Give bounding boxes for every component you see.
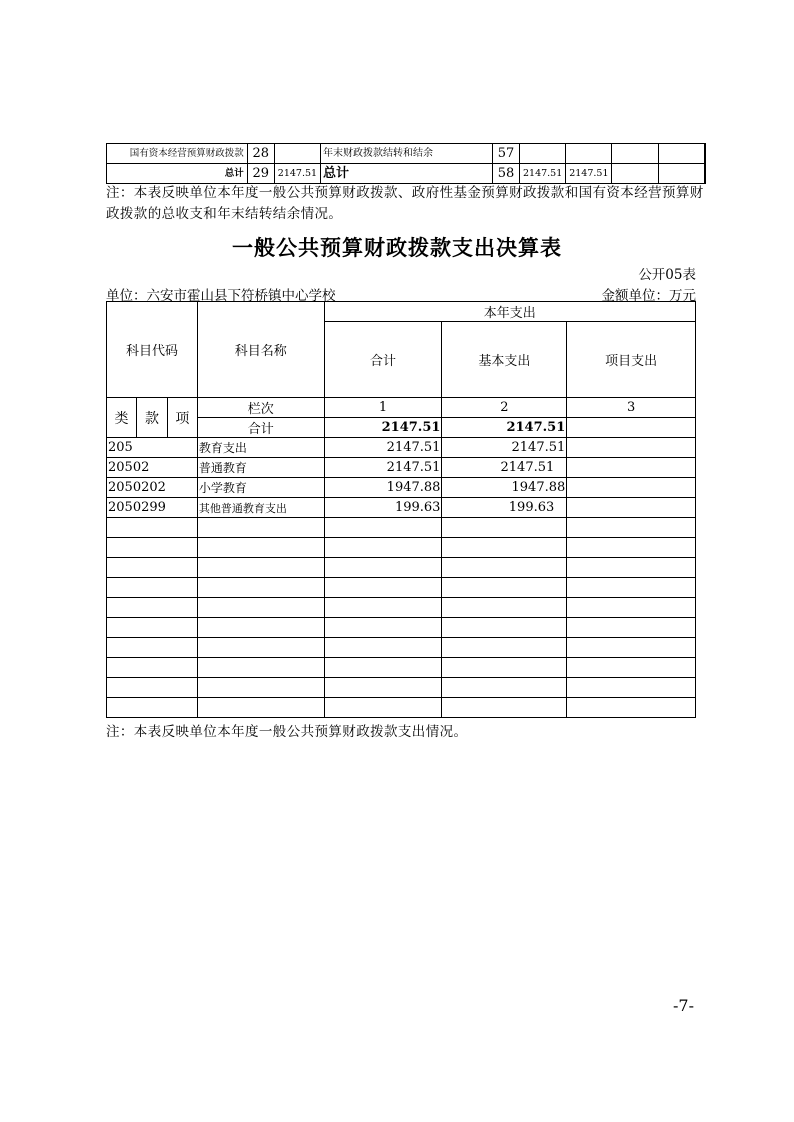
subject-name: 小学教育 [197,478,324,498]
total-amount: 2147.51 [324,458,442,478]
page-number: -7- [673,996,694,1015]
header-name: 科目名称 [197,302,324,398]
basic-amount: 2147.51 [442,438,567,458]
table-row [107,498,696,518]
table-cell [566,144,612,164]
header-kuan: 款 [136,398,167,438]
subject-name: 其他普通教育支出 [197,498,324,518]
reporting-unit: 单位：六安市霍山县下符桥镇中心学校 [106,288,336,304]
table-cell: 2147.51 [566,164,612,184]
table-cell: 57 [492,144,519,164]
header-current-year: 本年支出 [324,302,695,322]
table-row [107,478,696,498]
page-title: 一般公共预算财政拨款支出决算表 [232,236,562,260]
column-number: 3 [567,398,696,418]
header-total: 合计 [324,322,442,398]
amount-unit: 金额单位：万元 [601,288,696,304]
empty-row [107,678,696,698]
basic-amount: 2147.51 [442,458,567,478]
subject-code: 20502 [107,458,198,478]
table-cell: 2147.51 [274,164,320,184]
expenditure-table [106,301,696,718]
subject-code: 205 [107,438,198,458]
column-number-row [107,398,696,418]
table-header-row [107,302,696,322]
table-cell: 29 [247,164,274,184]
total-amount: 1947.88 [324,478,442,498]
table-cell: 28 [247,144,274,164]
subject-code: 2050202 [107,478,198,498]
table-note: 注：本表反映单位本年度一般公共预算财政拨款支出情况。 [106,724,468,740]
table-cell [658,164,705,184]
table-row [107,458,696,478]
subject-name: 教育支出 [197,438,324,458]
total-amount: 199.63 [324,498,442,518]
subject-code: 2050299 [107,498,198,518]
empty-row [107,658,696,678]
total-label: 合计 [197,418,324,438]
basic-amount: 2147.51 [442,418,567,438]
project-amount [567,478,696,498]
table-cell: 总计 [107,164,248,184]
table-row [107,144,706,164]
project-amount [567,498,696,518]
project-amount [567,418,696,438]
empty-row [107,618,696,638]
summary-note: 注：本表反映单位本年度一般公共预算财政拨款、政府性基金预算财政拨款和国有资本经营预算财政拨款的总收支和年末结转结余情况。 [106,185,704,222]
table-cell: 总计 [321,164,493,184]
empty-row [107,538,696,558]
empty-row [107,558,696,578]
header-column-no: 栏次 [197,398,324,418]
table-cell [520,144,566,164]
empty-row [107,598,696,618]
header-project: 项目支出 [567,322,696,398]
project-amount [567,458,696,478]
table-row [107,164,706,184]
column-number: 1 [324,398,442,418]
table-row [107,438,696,458]
table-cell: 年末财政拨款结转和结余 [321,144,493,164]
empty-row [107,578,696,598]
column-number: 2 [442,398,567,418]
header-basic: 基本支出 [442,322,567,398]
total-amount: 2147.51 [324,438,442,458]
subject-name: 普通教育 [197,458,324,478]
table-cell: 国有资本经营预算财政拨款 [107,144,248,164]
basic-amount: 1947.88 [442,478,567,498]
project-amount [567,438,696,458]
empty-row [107,638,696,658]
header-xiang: 项 [167,398,197,438]
table-cell [658,144,705,164]
empty-row [107,698,696,718]
table-cell [612,144,658,164]
table-id: 公开05表 [638,267,696,283]
header-lei: 类 [107,398,137,438]
table-cell [274,144,320,164]
header-code: 科目代码 [107,302,198,398]
table-cell: 58 [492,164,519,184]
income-expense-summary-table [106,143,706,184]
table-cell [612,164,658,184]
total-amount: 2147.51 [324,418,442,438]
table-cell: 2147.51 [520,164,566,184]
basic-amount: 199.63 [442,498,567,518]
empty-row [107,518,696,538]
